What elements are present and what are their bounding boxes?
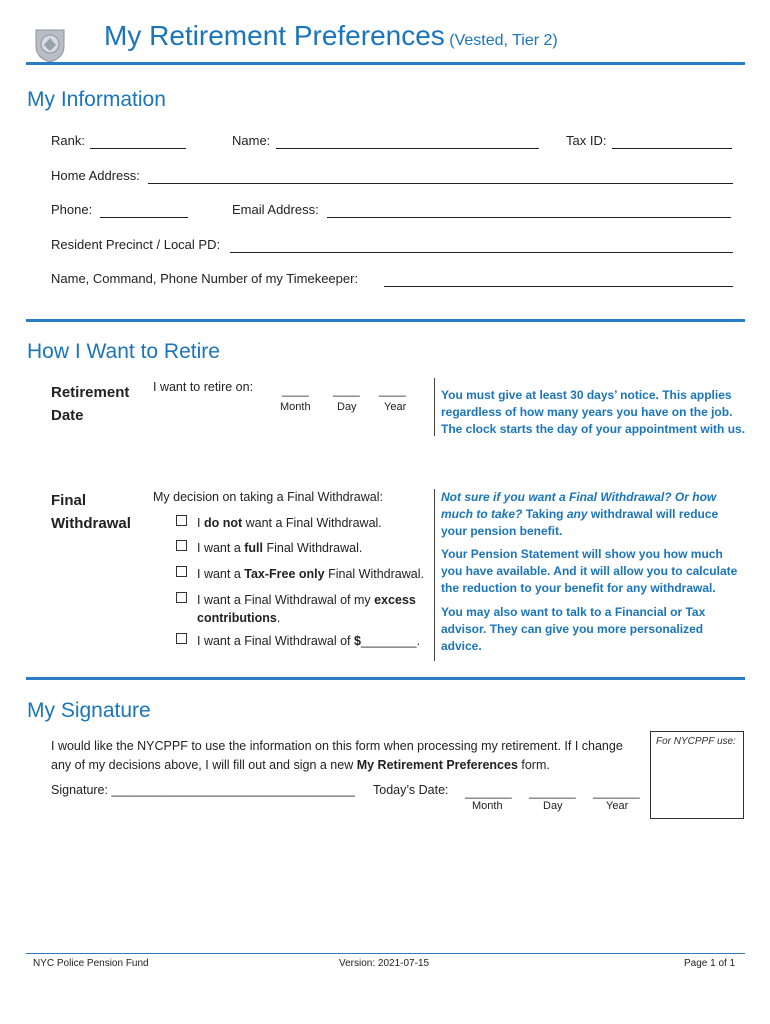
retire-year-label: Year — [384, 401, 407, 413]
title-text: My Retirement Preferences — [104, 20, 445, 51]
tax-id-label: Tax ID: — [566, 133, 607, 148]
retire-year-input[interactable]: ____ — [379, 383, 406, 397]
how-to-retire-heading: How I Want to Retire — [27, 340, 220, 363]
precinct-input[interactable] — [230, 252, 733, 253]
checkbox[interactable] — [176, 540, 187, 551]
retirement-note-divider — [434, 378, 435, 436]
timekeeper-input[interactable] — [384, 286, 733, 287]
checkbox[interactable] — [176, 566, 187, 577]
section-rule-2 — [26, 677, 745, 680]
footer-rule — [26, 953, 745, 954]
todays-date-label: Today’s Date: — [373, 783, 449, 797]
phone-input[interactable] — [100, 217, 188, 218]
retirement-date-label — [51, 381, 129, 427]
my-information-heading: My Information — [27, 88, 166, 111]
retire-month-input[interactable]: ____ — [282, 383, 309, 397]
withdrawal-option-amount[interactable]: I want a Final Withdrawal of $________. — [176, 633, 420, 648]
sign-month-label: Month — [472, 800, 503, 812]
retirement-date-label-line2: Date — [51, 407, 84, 424]
name-label: Name: — [232, 133, 271, 148]
rank-input[interactable] — [90, 148, 186, 149]
footer-org: NYC Police Pension Fund — [33, 958, 149, 969]
retirement-notice-note: You must give at least 30 days’ notice. This applies regardless of how many years you have on the job. The clock starts the day of your appointment with us. — [441, 388, 746, 436]
name-input[interactable] — [276, 148, 539, 149]
withdrawal-note-3: You may also want to talk to a Financial or Tax advisor. They can give you more personalized advice. — [441, 605, 706, 653]
final-withdrawal-label-line1: Final — [51, 492, 87, 509]
sign-month-input[interactable]: _______ — [465, 785, 512, 799]
header-rule — [26, 62, 745, 65]
signature-statement: I would like the NYCPPF to use the information on this form when processing my retirement. If I change any of my decisions above, I will fill out and sign a new My Retirement Preferences form. — [51, 739, 623, 772]
withdrawal-note-1: Not sure if you want a Final Withdrawal? Or how much to take? Taking any withdrawal will reduce your pension benefit. — [441, 490, 719, 538]
precinct-label: Resident Precinct / Local PD: — [51, 237, 221, 252]
phone-label: Phone: — [51, 202, 93, 217]
signature-input[interactable]: Signature: ___________________________________ — [51, 783, 355, 797]
withdrawal-prompt: My decision on taking a Final Withdrawal: — [153, 490, 383, 504]
office-use-label: For NYCPPF use: — [656, 736, 736, 747]
sign-year-label: Year — [606, 800, 629, 812]
checkbox[interactable] — [176, 633, 187, 644]
withdrawal-note-2: Your Pension Statement will show you how much you have available. And it will allow you to calculate the reduction to your benefit for any withdrawal. — [441, 547, 738, 595]
sign-day-label: Day — [543, 800, 563, 812]
page-title — [104, 20, 558, 52]
retire-day-input[interactable]: ____ — [333, 383, 360, 397]
subtitle-text: (Vested, Tier 2) — [449, 32, 558, 49]
email-input[interactable] — [327, 217, 731, 218]
home-address-label: Home Address: — [51, 168, 140, 183]
retire-on-prompt: I want to retire on: — [153, 380, 254, 394]
checkbox[interactable] — [176, 515, 187, 526]
footer-version: Version: 2021-07-15 — [339, 958, 430, 969]
withdrawal-option-tax-free[interactable]: I want a Tax-Free only Final Withdrawal. — [176, 566, 424, 581]
withdrawal-option-full[interactable]: I want a full Final Withdrawal. — [176, 540, 362, 555]
footer-page: Page 1 of 1 — [684, 958, 736, 969]
nycppf-logo — [30, 24, 70, 64]
signature-heading: My Signature — [27, 699, 151, 722]
timekeeper-label: Name, Command, Phone Number of my Timekeeper: — [51, 271, 359, 286]
retire-month-label: Month — [280, 401, 311, 413]
sign-day-input[interactable]: _______ — [529, 785, 576, 799]
email-label: Email Address: — [232, 202, 319, 217]
office-use-box — [650, 731, 744, 819]
retirement-date-label-line1: Retirement — [51, 384, 130, 401]
sign-year-input[interactable]: _______ — [593, 785, 640, 799]
final-withdrawal-label — [51, 489, 131, 535]
home-address-input[interactable] — [148, 183, 733, 184]
tax-id-input[interactable] — [612, 148, 732, 149]
withdrawal-option-excess[interactable]: I want a Final Withdrawal of my excess contributions. — [176, 591, 416, 627]
withdrawal-option-none[interactable]: I do not want a Final Withdrawal. — [176, 515, 382, 530]
checkbox[interactable] — [176, 592, 187, 603]
withdrawal-note-divider — [434, 489, 435, 661]
section-rule-1 — [26, 319, 745, 322]
rank-label: Rank: — [51, 133, 85, 148]
retire-day-label: Day — [337, 401, 357, 413]
final-withdrawal-label-line2: Withdrawal — [51, 515, 131, 532]
